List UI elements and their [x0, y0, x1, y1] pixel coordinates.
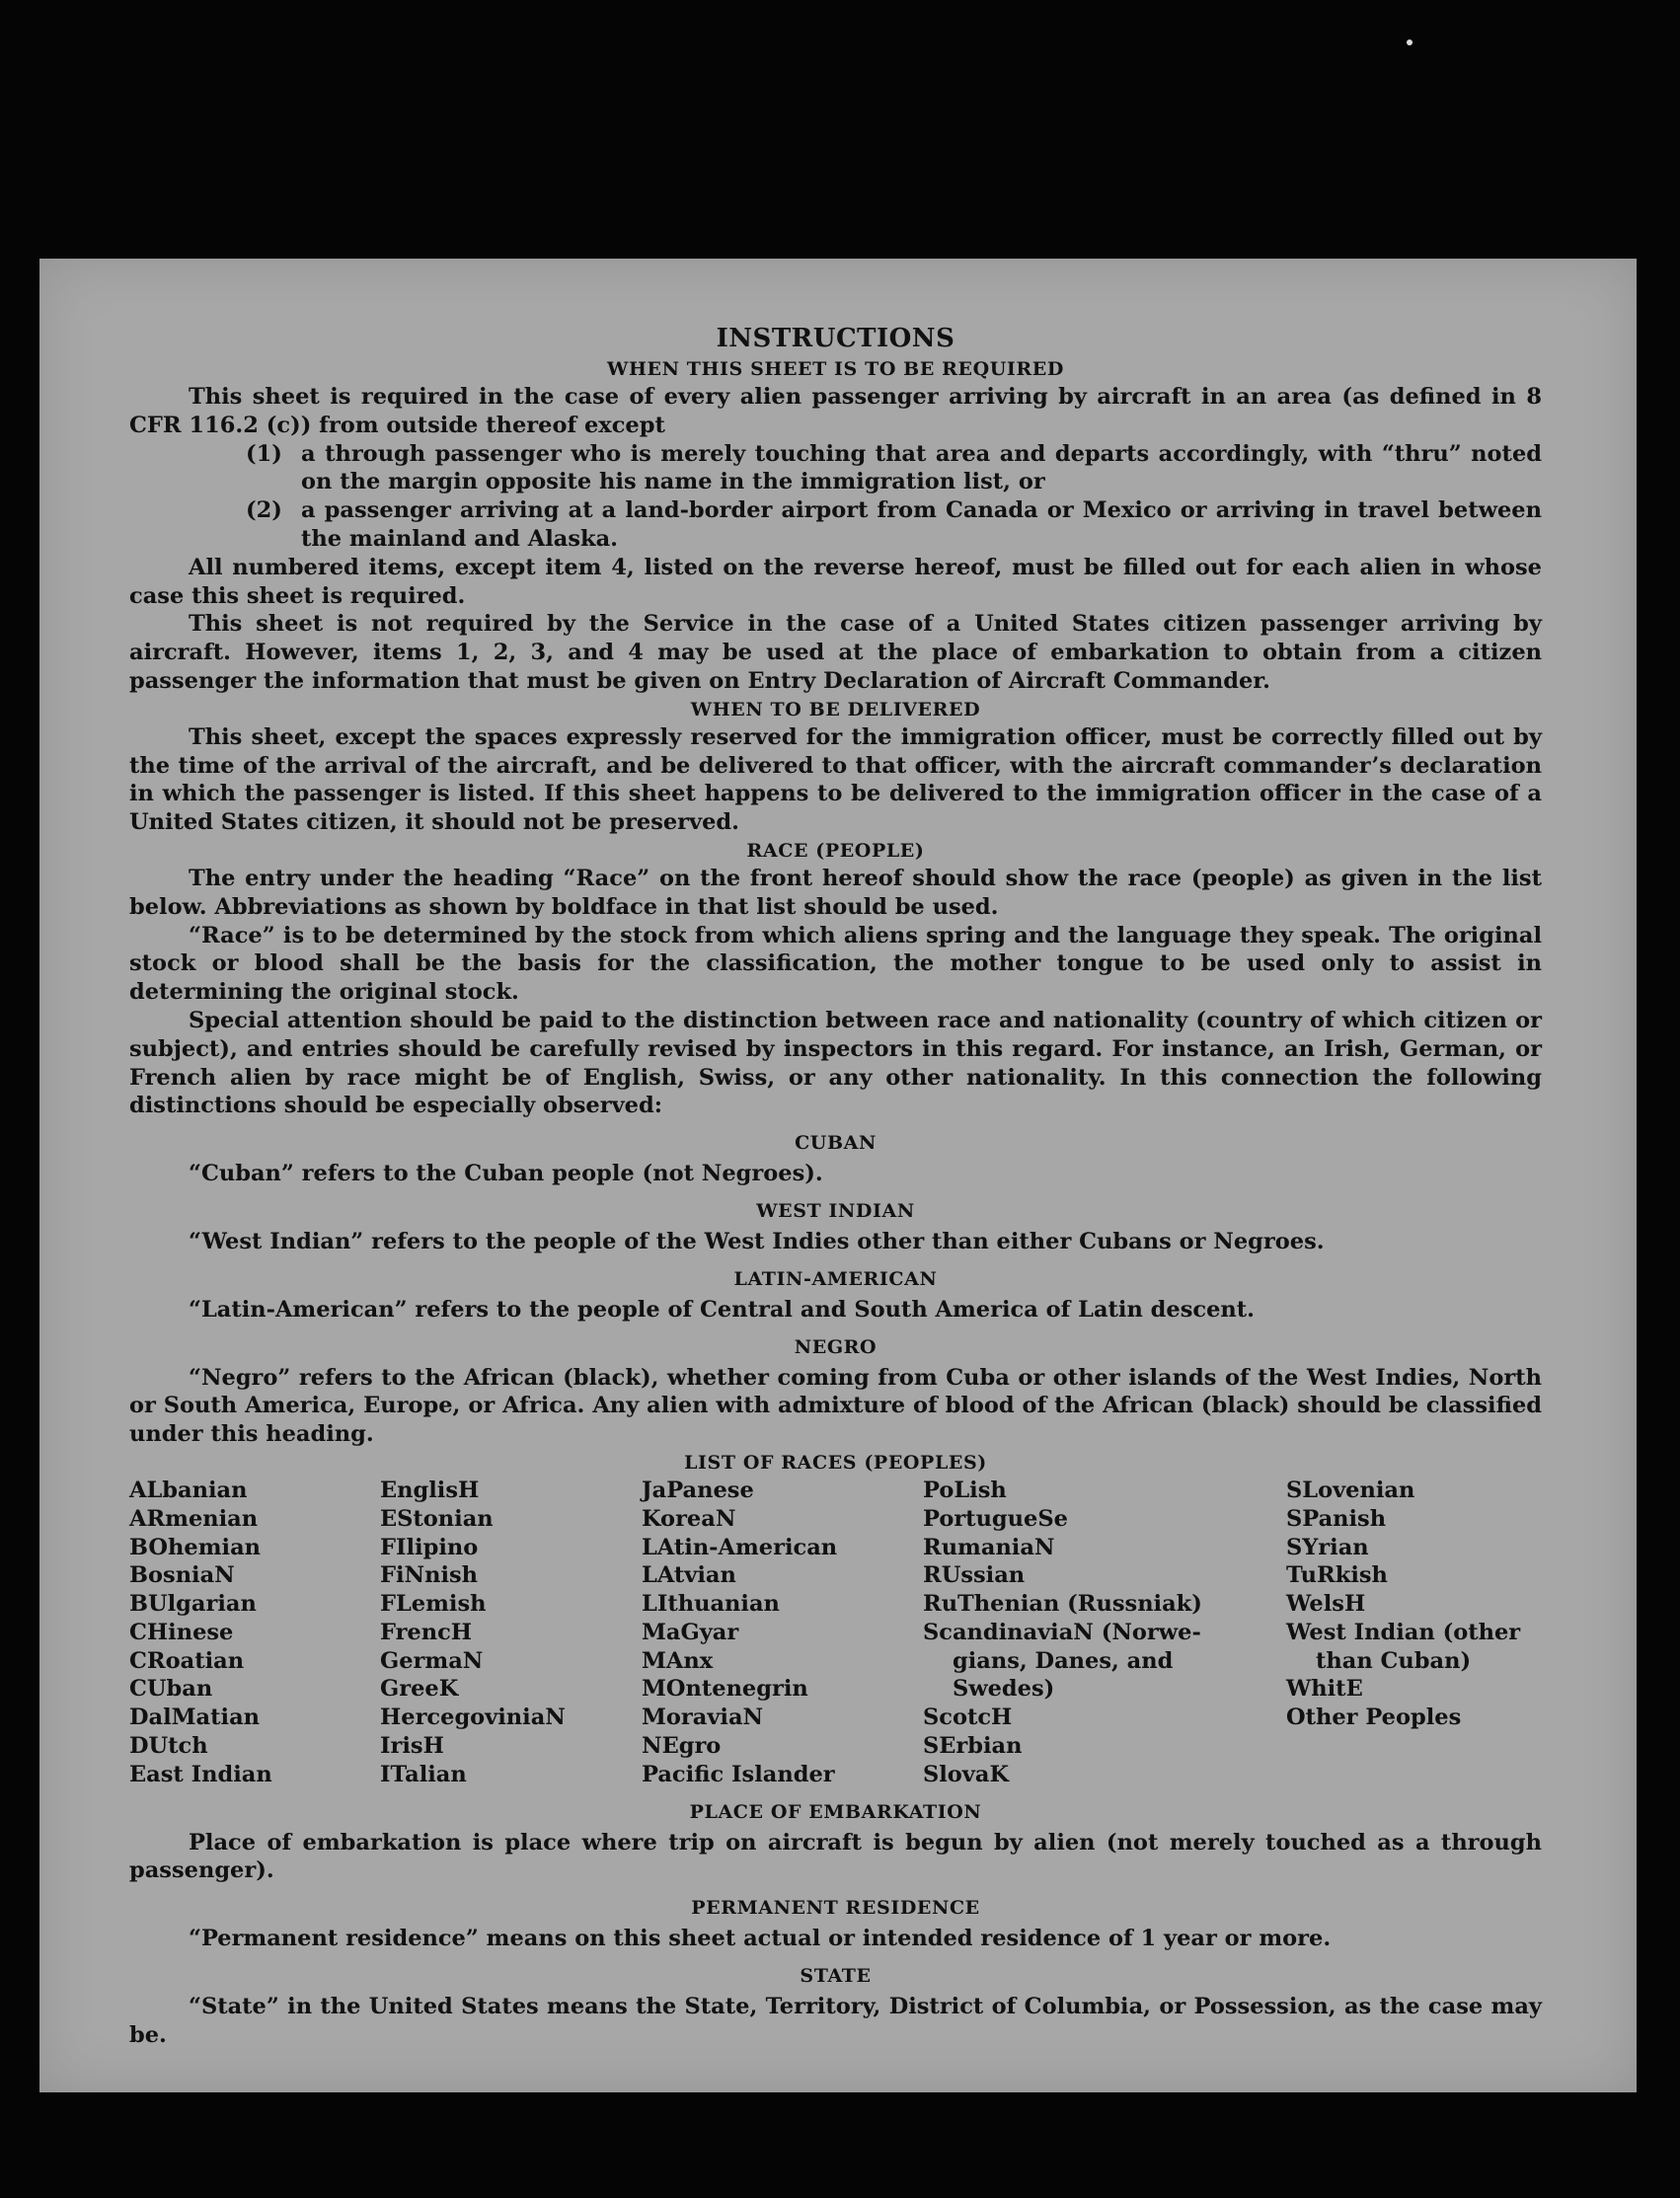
race-para-1: The entry under the heading “Race” on the front hereof should show the race (people) as given in the list below. Abbreviations as shown by boldface in that list should be used. [129, 865, 1542, 920]
race-entry: gians, Danes, and [953, 1647, 1174, 1674]
race-entry: West Indian (other [1286, 1619, 1521, 1645]
race-entry: DUtch [129, 1733, 208, 1760]
race-entry: FLemish [380, 1591, 487, 1618]
race-entry: KoreaN [642, 1505, 736, 1532]
races-column-2 [380, 1477, 642, 1789]
cuban-text: “Cuban” refers to the Cuban people (not Negroes). [189, 1161, 823, 1187]
race-entry: CRoatian [129, 1647, 245, 1674]
race-entry: Pacific Islander [642, 1761, 835, 1787]
race-entry: EnglisH [380, 1477, 480, 1503]
race-entry: ScandinaviaN (Norwe- [923, 1619, 1201, 1645]
race-entry: RUssian [923, 1562, 1026, 1589]
races-column-5 [1286, 1477, 1542, 1789]
race-entry: MOntenegrin [642, 1676, 808, 1703]
heading-negro: NEGRO [794, 1335, 878, 1358]
race-entry: East Indian [129, 1761, 272, 1787]
race-entry: PoLish [923, 1477, 1007, 1503]
race-entry: LAtvian [642, 1562, 736, 1589]
heading-race: RACE (PEOPLE) [746, 839, 925, 862]
race-entry: RuThenian (Russniak) [923, 1591, 1202, 1618]
heading-west-indian: WEST INDIAN [756, 1199, 915, 1222]
when-required-para-3: This sheet is not required by the Service in the case of a United States citizen passenger arriving by aircraft. However, items 1, 2, 3, and 4 may be used at the place of embarkation to obtain from a citizen passenger the information that must be given on Entry Declaration of Aircraft Commander. [129, 611, 1542, 694]
heading-state: STATE [800, 1965, 872, 1988]
race-entry: PortugueSe [923, 1505, 1068, 1532]
instruction-sheet [39, 259, 1637, 2092]
race-entry: CUban [129, 1676, 213, 1703]
race-entry: LIthuanian [642, 1591, 780, 1618]
exception-number: (2) [246, 497, 282, 524]
race-entry: Other Peoples [1286, 1705, 1462, 1731]
exception-text: a passenger arriving at a land-border airport from Canada or Mexico or arriving in travel between the mainland and Alaska. [301, 497, 1542, 552]
races-table [129, 1477, 1542, 1789]
when-required-intro: This sheet is required in the case of every alien passenger arriving by aircraft in an area (as defined in 8 CFR 116.2 (c)) from outside thereof except [129, 384, 1542, 438]
heading-list-of-races: LIST OF RACES (PEOPLES) [684, 1451, 987, 1474]
race-entry: WelsH [1286, 1591, 1366, 1618]
race-entry: IrisH [380, 1733, 444, 1760]
page-title: INSTRUCTIONS [716, 324, 955, 353]
races-column-3 [642, 1477, 923, 1789]
race-entry: RumaniaN [923, 1534, 1055, 1560]
race-entry: FrencH [380, 1619, 473, 1645]
exception-item-1 [129, 440, 1542, 497]
permanent-residence-text: “Permanent residence” means on this sheet actual or intended residence of 1 year or more. [189, 1926, 1332, 1952]
heading-when-required: WHEN THIS SHEET IS TO BE REQUIRED [607, 358, 1064, 380]
film-speck [1407, 39, 1413, 45]
race-entry: Swedes) [953, 1676, 1055, 1703]
race-entry: TuRkish [1286, 1562, 1388, 1589]
race-entry: BOhemian [129, 1534, 262, 1560]
race-entry: LAtin-American [642, 1534, 838, 1560]
west-indian-text: “West Indian” refers to the people of the West Indies other than either Cubans or Negroes. [189, 1228, 1325, 1254]
race-entry: GreeK [380, 1676, 459, 1703]
race-entry: NEgro [642, 1733, 722, 1760]
heading-latin-american: LATIN-AMERICAN [733, 1267, 938, 1290]
races-column-4 [923, 1477, 1286, 1789]
race-entry: JaPanese [642, 1477, 754, 1503]
race-para-2: “Race” is to be determined by the stock from which aliens spring and the language they speak. The original stock or blood shall be the basis for the classification, the mother tongue to be used only to assist in determining the original stock. [129, 922, 1542, 1006]
embarkation-text: Place of embarkation is place where trip on aircraft is begun by alien (not merely touched as a through passenger). [129, 1829, 1542, 1884]
race-entry: SYrian [1286, 1534, 1369, 1560]
negro-text: “Negro” refers to the African (black), whether coming from Cuba or other islands of the West Indies, North or South America, Europe, or Africa. Any alien with admixture of blood of the African (black) should be classified under this heading. [129, 1364, 1542, 1448]
race-entry: BUlgarian [129, 1591, 257, 1618]
race-entry: MaGyar [642, 1619, 739, 1645]
race-entry: WhitE [1286, 1676, 1363, 1703]
exception-number: (1) [246, 440, 282, 467]
when-required-para-2: All numbered items, except item 4, listed on the reverse hereof, must be filled out for each alien in whose case this sheet is required. [129, 554, 1542, 609]
race-entry: ALbanian [129, 1477, 248, 1503]
race-entry: GermaN [380, 1647, 484, 1674]
race-entry: ScotcH [923, 1705, 1013, 1731]
heading-cuban: CUBAN [795, 1132, 877, 1155]
race-entry: FiNnish [380, 1562, 479, 1589]
heading-when-delivered: WHEN TO BE DELIVERED [690, 698, 981, 720]
race-entry: SErbian [923, 1733, 1023, 1760]
exception-item-2 [129, 496, 1542, 554]
race-entry: MAnx [642, 1647, 714, 1674]
race-entry: MoraviaN [642, 1705, 764, 1731]
race-entry: FIlipino [380, 1534, 479, 1560]
exception-text: a through passenger who is merely touching that area and departs accordingly, with “thru” noted on the margin opposite his name in the immigration list, or [301, 440, 1542, 495]
races-column-1 [129, 1477, 380, 1789]
race-entry: CHinese [129, 1619, 234, 1645]
when-delivered-text: This sheet, except the spaces expressly reserved for the immigration officer, must be correctly filled out by the time of the arrival of the aircraft, and be delivered to that officer, with the aircraft commander’s declaration in which the passenger is listed. If this sheet happens to be delivered to the immigration officer in the case of a United States citizen, it should not be preserved. [129, 723, 1542, 836]
race-entry: EStonian [380, 1505, 494, 1532]
heading-permanent-residence: PERMANENT RESIDENCE [691, 1897, 980, 1920]
heading-embarkation: PLACE OF EMBARKATION [689, 1800, 982, 1823]
race-entry: HercegoviniaN [380, 1705, 566, 1731]
state-text: “State” in the United States means the State, Territory, District of Columbia, or Possession, as the case may be. [129, 1994, 1542, 2048]
race-entry: ITalian [380, 1761, 467, 1787]
race-entry: SlovaK [923, 1761, 1010, 1787]
race-entry: ARmenian [129, 1505, 259, 1532]
race-entry: BosniaN [129, 1562, 235, 1589]
latin-american-text: “Latin-American” refers to the people of Central and South America of Latin descent. [189, 1296, 1255, 1323]
race-entry: SPanish [1286, 1505, 1387, 1532]
race-entry: than Cuban) [1316, 1647, 1472, 1674]
race-entry: SLovenian [1286, 1477, 1415, 1503]
race-entry: DalMatian [129, 1705, 261, 1731]
race-para-3: Special attention should be paid to the distinction between race and nationality (country of which citizen or subject), and entries should be carefully revised by inspectors in this regard. For instance, an Irish, German, or French alien by race might be of English, Swiss, or any other nationality. In this connection the following distinctions should be especially observed: [129, 1007, 1542, 1119]
